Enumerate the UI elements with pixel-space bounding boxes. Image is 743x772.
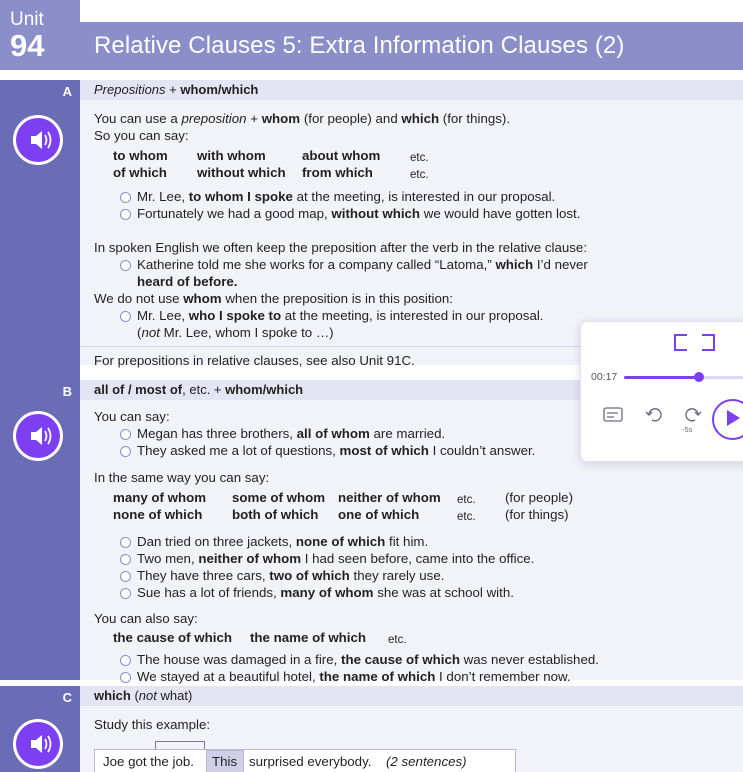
unit-label: Unit — [10, 9, 44, 30]
section-a-letter: A — [62, 84, 72, 99]
section-b-example-1: Megan has three brothers, all of whom are married. — [137, 426, 446, 441]
loop-button[interactable] — [645, 406, 665, 428]
section-b-example-8: We stayed at a beautiful hotel, the name of which I don’t remember now. — [137, 669, 571, 684]
section-c-heading-bar — [80, 686, 743, 707]
section-a-footer: For prepositions in relative clauses, see also Unit 91C. — [94, 353, 415, 368]
section-b-table2-c3: etc. — [388, 634, 407, 646]
section-a-table-r2c3: from which — [302, 165, 373, 180]
section-b-table-r2c3: one of which — [338, 507, 420, 522]
section-b-table-r2c1: none of which — [113, 507, 203, 522]
example-bullet[interactable] — [120, 192, 131, 203]
section-b-heading: all of / most of, etc. + whom/which — [94, 382, 304, 397]
speaker-icon — [16, 414, 60, 458]
section-a-table-r1c2: with whom — [197, 148, 266, 163]
example-bullet[interactable] — [120, 588, 131, 599]
section-b-example-3: Dan tried on three jackets, none of which fit him. — [137, 534, 429, 549]
speaker-icon — [16, 118, 60, 162]
player-progress-track[interactable] — [624, 376, 743, 379]
section-b-line-2: In the same way you can say: — [94, 470, 270, 485]
audio-button-c[interactable] — [16, 722, 60, 766]
unit-badge — [0, 0, 80, 70]
section-a-example-4: Mr. Lee, who I spoke to at the meeting, is interested in our proposal. — [137, 308, 544, 323]
section-b-line-1: You can say: — [94, 409, 170, 424]
section-b-table-r1c3: neither of whom — [338, 490, 441, 505]
clip-bracket-left-icon — [674, 334, 687, 351]
section-a-table-r2c2: without which — [197, 165, 286, 180]
section-b-table2-c1: the cause of which — [113, 630, 232, 645]
example-bullet[interactable] — [120, 537, 131, 548]
section-a-line-not-use: We do not use whom when the preposition is in this position: — [94, 291, 453, 306]
example-bullet[interactable] — [120, 311, 131, 322]
section-a-line-1: You can use a preposition + whom (for people) and which (for things). — [94, 111, 511, 126]
speaker-icon — [16, 722, 60, 766]
section-c-example-part-2: This — [212, 754, 238, 769]
section-b-example-2: They asked me a lot of questions, most of which I couldn’t answer. — [137, 443, 536, 458]
section-a-table-r1c4: etc. — [410, 152, 429, 164]
play-icon — [727, 410, 740, 426]
section-c-example-part-1: Joe got the job. — [103, 754, 194, 769]
section-b-table-r1c2: some of whom — [232, 490, 326, 505]
audio-player[interactable] — [580, 321, 743, 462]
example-bullet[interactable] — [120, 672, 131, 683]
section-a-table-r2c4: etc. — [410, 169, 429, 181]
play-button[interactable] — [712, 399, 743, 440]
transcript-button[interactable] — [603, 406, 623, 428]
section-b-table-r1c5: (for people) — [505, 490, 573, 505]
section-b-table-r1c1: many of whom — [113, 490, 207, 505]
unit-number: 94 — [10, 28, 45, 63]
page-title: Relative Clauses 5: Extra Information Clauses (2) — [94, 32, 625, 59]
section-b-example-5: They have three cars, two of which they rarely use. — [137, 568, 445, 583]
example-bullet[interactable] — [120, 429, 131, 440]
section-a-table-r2c1: of which — [113, 165, 167, 180]
section-b-example-7: The house was damaged in a fire, the cause of which was never established. — [137, 652, 599, 667]
section-c-heading: which (not what) — [94, 688, 193, 703]
loop-icon — [645, 406, 665, 423]
example-bullet[interactable] — [120, 446, 131, 457]
section-a-example-1: Mr. Lee, to whom I spoke at the meeting, is interested in our proposal. — [137, 189, 556, 204]
audio-button-b[interactable] — [16, 414, 60, 458]
player-current-time: 00:17 — [591, 371, 618, 383]
section-a-example-3a: Katherine told me she works for a company called “Latoma,” which I’d never — [137, 257, 588, 272]
section-b-table-r2c2: both of which — [232, 507, 319, 522]
section-a-line-spoken: In spoken English we often keep the preposition after the verb in the relative clause: — [94, 240, 588, 255]
section-c-letter: C — [62, 690, 72, 705]
section-b-letter: B — [62, 384, 72, 399]
clip-bracket-right-icon — [702, 334, 715, 351]
player-progress-knob[interactable] — [694, 372, 704, 382]
section-a-heading-bar — [80, 80, 743, 101]
section-a-line-2: So you can say: — [94, 128, 189, 143]
section-a-example-4-note: (not Mr. Lee, whom I spoke to …) — [137, 325, 334, 340]
example-bullet[interactable] — [120, 655, 131, 666]
section-b-table2-c2: the name of which — [250, 630, 366, 645]
section-a-example-3b: heard of before. — [137, 274, 238, 289]
section-b-table-r2c4: etc. — [457, 511, 476, 523]
section-a-example-2: Fortunately we had a good map, without which we would have gotten lost. — [137, 206, 581, 221]
section-c-example-note: (2 sentences) — [386, 754, 467, 769]
rewind-5s-icon — [682, 406, 702, 423]
audio-button-a[interactable] — [16, 118, 60, 162]
section-b-example-4: Two men, neither of whom I had seen before, came into the office. — [137, 551, 535, 566]
section-b-table-r2c5: (for things) — [505, 507, 569, 522]
section-c-line-1: Study this example: — [94, 717, 211, 732]
example-bullet[interactable] — [120, 571, 131, 582]
example-bullet[interactable] — [120, 209, 131, 220]
section-b-line-3: You can also say: — [94, 611, 198, 626]
transcript-icon — [603, 406, 623, 423]
player-progress-fill — [624, 376, 700, 379]
section-a-table-r1c3: about whom — [302, 148, 381, 163]
rewind-5s-label: -5s — [682, 425, 693, 434]
example-bullet[interactable] — [120, 554, 131, 565]
section-b-table-r1c4: etc. — [457, 494, 476, 506]
page-title-bar — [80, 22, 743, 70]
section-c-example-part-3: surprised everybody. — [249, 754, 372, 769]
section-b-example-6: Sue has a lot of friends, many of whom she was at school with. — [137, 585, 514, 600]
section-a-table-r1c1: to whom — [113, 148, 168, 163]
example-bullet[interactable] — [120, 260, 131, 271]
section-a-heading: Prepositions + whom/which — [94, 82, 259, 97]
